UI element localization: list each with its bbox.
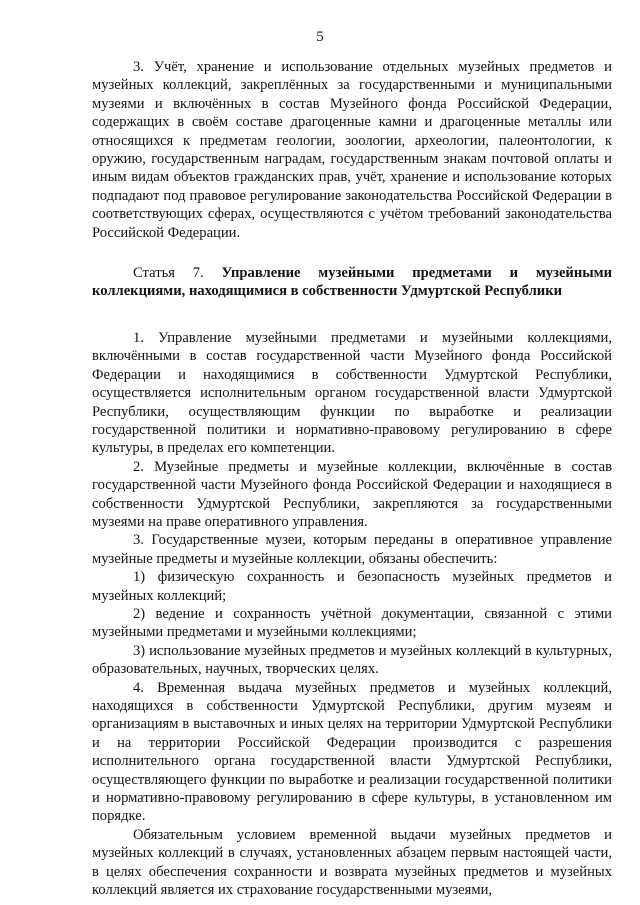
paragraph-part3: 3. Государственные музеи, которым переданы в оперативное управление музейные предметы и музейные коллекции, обязаны обеспечить:: [92, 532, 612, 567]
document-body: [92, 58, 612, 899]
article-heading: [92, 264, 612, 301]
article-label: Статья 7.: [133, 265, 204, 282]
list-item-1: 1) физическую сохранность и безопасность музейных предметов и музейных коллекций;: [92, 569, 612, 604]
paragraph-article6-part3: 3. Учёт, хранение и использование отдельных музейных предметов и музейных коллекций, закреплённых за государственными и муниципальными музеями и включённых в состав Музейного фонда Российской Федерации, содержащих в своём составе драгоценные камни и драгоценные металлы или относящихся к предметам геологии, зоологии, археологии, палеонтологии, к оружию, государственным наградам, государственным знакам почтовой оплаты и иным видам объектов гражданских прав, учёт, хранение и использование которых подпадают под правовое регулирование законодательства Российской Федерации в соответствующих сферах, осуществляются с учётом требований законодательства Российской Федерации.: [92, 59, 612, 241]
page-number: 5: [316, 29, 324, 45]
article-title: Управление музейными предметами и музейными коллекциями, находящимися в собственности Удмуртской Республики: [92, 265, 612, 300]
paragraph-part2: 2. Музейные предметы и музейные коллекции, включённые в состав государственной части Музейного фонда Российской Федерации и находящиеся в собственности Удмуртской Республики, закрепляются за государственными музеями на праве оперативного управления.: [92, 458, 612, 530]
list-item-3: 3) использование музейных предметов и музейных коллекций в культурных, образовательных, научных, творческих целях.: [92, 642, 612, 678]
paragraph-part1: 1. Управление музейными предметами и музейными коллекциями, включёнными в состав государственной части Музейного фонда Российской Федерации и находящимися в собственности Удмуртской Республики, осуществляется исполнительным органом государственной власти Удмуртской Республики, осуществляющим функции по выработке и реализации государственной политики и нормативно-правовому регулированию в сфере культуры, в пределах его компетенции.: [92, 329, 612, 457]
paragraph-part4-condition: Обязательным условием временной выдачи музейных предметов и музейных коллекций в случаях, установленных абзацем первым настоящей части, в целях обеспечения сохранности и возврата музейных предметов и музейных коллекций является их страхование государственными музеями,: [92, 826, 612, 899]
paragraph-part4: 4. Временная выдача музейных предметов и музейных коллекций, находящихся в собственности Удмуртской Республики, другим музеям и организациям в выставочных и иных целях на территории Удмуртской Республики и на территории Российской Федерации производится с разрешения исполнительного органа государственной власти Удмуртской Республики, осуществляющего функции по выработке и реализации государственной политики и нормативно-правовому регулированию в сфере культуры, в установленном им порядке.: [92, 679, 612, 825]
list-item-2: 2) ведение и сохранность учётной документации, связанной с этими музейными предметами и музейными коллекциями;: [92, 605, 612, 641]
